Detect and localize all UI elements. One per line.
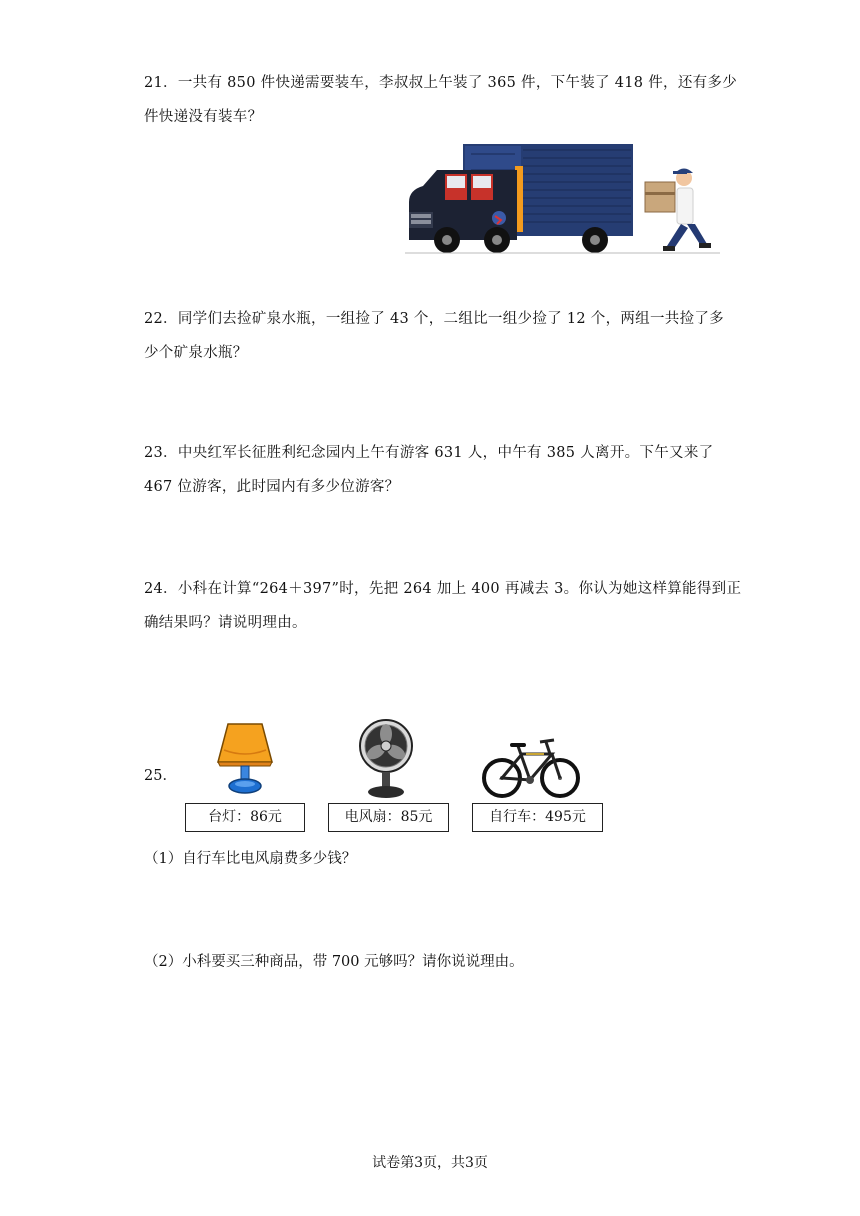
question-22-line-2: 少个矿泉水瓶？: [144, 345, 248, 361]
question-23-line-1: 23．中央红军长征胜利纪念园内上午有游客 631 人，中午有 385 人离开。下午又来了: [144, 445, 714, 461]
question-25-number: 25．: [144, 768, 177, 784]
price-tag-bicycle: 自行车：495元: [472, 803, 603, 832]
question-22-line-1: 22．同学们去捡矿泉水瓶，一组捡了 43 个，二组比一组少捡了 12 个，两组一共捡了多: [144, 311, 724, 327]
question-25-sub-2: （2）小科要买三种商品，带 700 元够吗？请你说说理由。: [144, 954, 524, 970]
question-24: [144, 572, 742, 640]
question-21-line-1: 21．一共有 850 件快递需要装车，李叔叔上午装了 365 件，下午装了 418 件，还有多少: [144, 75, 738, 91]
price-tag-fan: 电风扇：85元: [328, 803, 449, 832]
question-23-line-2: 467 位游客，此时园内有多少位游客？: [144, 479, 400, 495]
question-25-sub-1: （1）自行车比电风扇费多少钱？: [144, 851, 357, 867]
question-21: [144, 66, 738, 134]
delivery-truck-icon: [405, 140, 720, 258]
page-footer: 试卷第3页，共3页: [372, 1155, 488, 1171]
question-21-line-2: 件快递没有装车？: [144, 109, 263, 125]
question-23: [144, 436, 724, 504]
question-24-line-2: 确结果吗？请说明理由。: [144, 615, 307, 631]
price-tag-lamp: 台灯：86元: [185, 803, 305, 832]
lamp-icon: [214, 720, 276, 798]
bicycle-icon: [482, 734, 580, 800]
question-24-line-1: 24．小科在计算“264＋397”时，先把 264 加上 400 再减去 3。你认为她这样算能得到正: [144, 581, 742, 597]
question-22: [144, 302, 724, 370]
fan-icon: [358, 718, 414, 800]
